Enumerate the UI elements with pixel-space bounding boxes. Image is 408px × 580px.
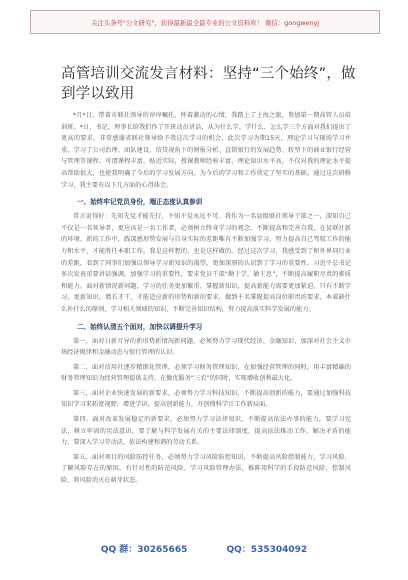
promo-banner-text: 关注头条号"公文研究"，获得最新最全最专业的公文资料库！ 微信：gongwenyj [90, 18, 320, 27]
section2-paragraph-4: 第四，面对改革发展稳定的新要求，必须努力学习法律知识，不断提高依法办事的能力，要学习宪法，树立牢固的宪法意识，要了解与科学发展有关的主要法律制度，提高依法推动工作、解决矛盾的能力，要深入学习劳动法，依法构建和谐的劳动关系。 [61, 416, 351, 447]
section2-paragraph-1: 第一，面对日新月异的新形势新情况新问题，必须努力学习现代经济、金融知识，加深对社会主义市场经济规律和金融动态与银行管理的认识。 [61, 337, 351, 357]
section2-paragraph-5: 第五，面对项目的风险防控任务，必须努力学习风险防控知识，不断提高风险控制能力，学习风险，了解风险存在的原因，有针对性的防范风险。学习风险管理办法，推陈用科学的手段防范风险，控制风险，将风险消灭在萌芽状态。 [61, 453, 351, 485]
qq-group-label: QQ 群：30265665 [100, 545, 188, 555]
section2-paragraph-2: 第二，面对信用社逐步精细化管理，必须学习财务管理知识，在加强经营管理的同时，用丰富精确的财务管理知识为经营管理提供支持。在做优服务“三农”的同时，实现增收创利最大化。 [61, 363, 351, 383]
section1-paragraph: 常言说得好：先知先觉才能先行，不知不觉永远不可。我作为一名县级联社领导干部之一，深知自己不仅是一名领导者，更应该是一名工作者，必须树立终身学习的观念，不断提高和完善自我，在县联社新的环境、新的工作中，践深感形势发展与自身实际的差距唯有不断加强学习，努力提高自己驾驭工作的能力和水平，才能胜任本职工作。我是这样想的，也是这样做的。经过这次学习，我感受到了和外界同行业的差距，看到了同事们加强以领导学习新知识的渴望，更加深刻的认识到了学习的重要性。习近平总书记多次发表重要讲话强调，加强学习的重要性，要求党员干部“勤于学，敏于思”，不断提高履职尽责的素质和能力。面对新情况新问题，学习的任务更加繁重。掌握新知识，提高新能力需要更加紧迫，只有不断学习，更新知识，增长才干，才能适应新的形势和新的要求，做到千名掌握提高岗位职责的要求，本着缺什么补什么的原则，学习相关领域的知识，不断完善知识结构，努力提高落实科学发展的能力。 [61, 213, 351, 313]
qq-contact-label: QQ：535304092 [226, 545, 308, 555]
promo-banner [30, 10, 380, 34]
contact-footer [0, 542, 408, 555]
document-body [61, 110, 351, 490]
section2-paragraph-3: 第三，面对企业快速发展的新要求，必须努力学习科技知识，不断提高创新的能力，要通过加强科技知识学习来拓宽视野，增进学识，提高创新能力，开创搜科学计工作新局面。 [61, 389, 351, 409]
intro-paragraph: *月*日，带着市联社领导的谆谆嘱托，怀着激动的心情，我踏上了上海之旅，参加第一期高管人员培训班。*日，书记、理事长给我们作了开班动员讲话，从为什么学、学什么、怎么学三个方面对我们提出了更高的要求。非常感谢省联社领导给予我这次学习的机会，此次学习为期15天，理论学习与现场学习并重，学习了公司治理、团队建设、信贷视角下的财报分析、直销银行的发展趋势、转型下的商业银行经营与管理等课程，可谓课程丰富，贴近实际，授课教师经验丰富，理论知识水平高，不仅对我的理论水平提高帮助很大，也使我明确了今后的学习发展方向。为今后的学习和工作奠定了坚实的基础。通过这次研修学习，我主要有以下几方面的心得体会。 [61, 112, 351, 189]
section-heading-2: 二、始终认清五个面对，加快以调提升学习 [77, 322, 203, 331]
section-heading-1: 一、始终牢记党员身份，端正态度认真参训 [77, 198, 203, 207]
document-title: 高管培训交流发言材料：坚持“三个始终”，做到学以致用 [61, 66, 356, 102]
